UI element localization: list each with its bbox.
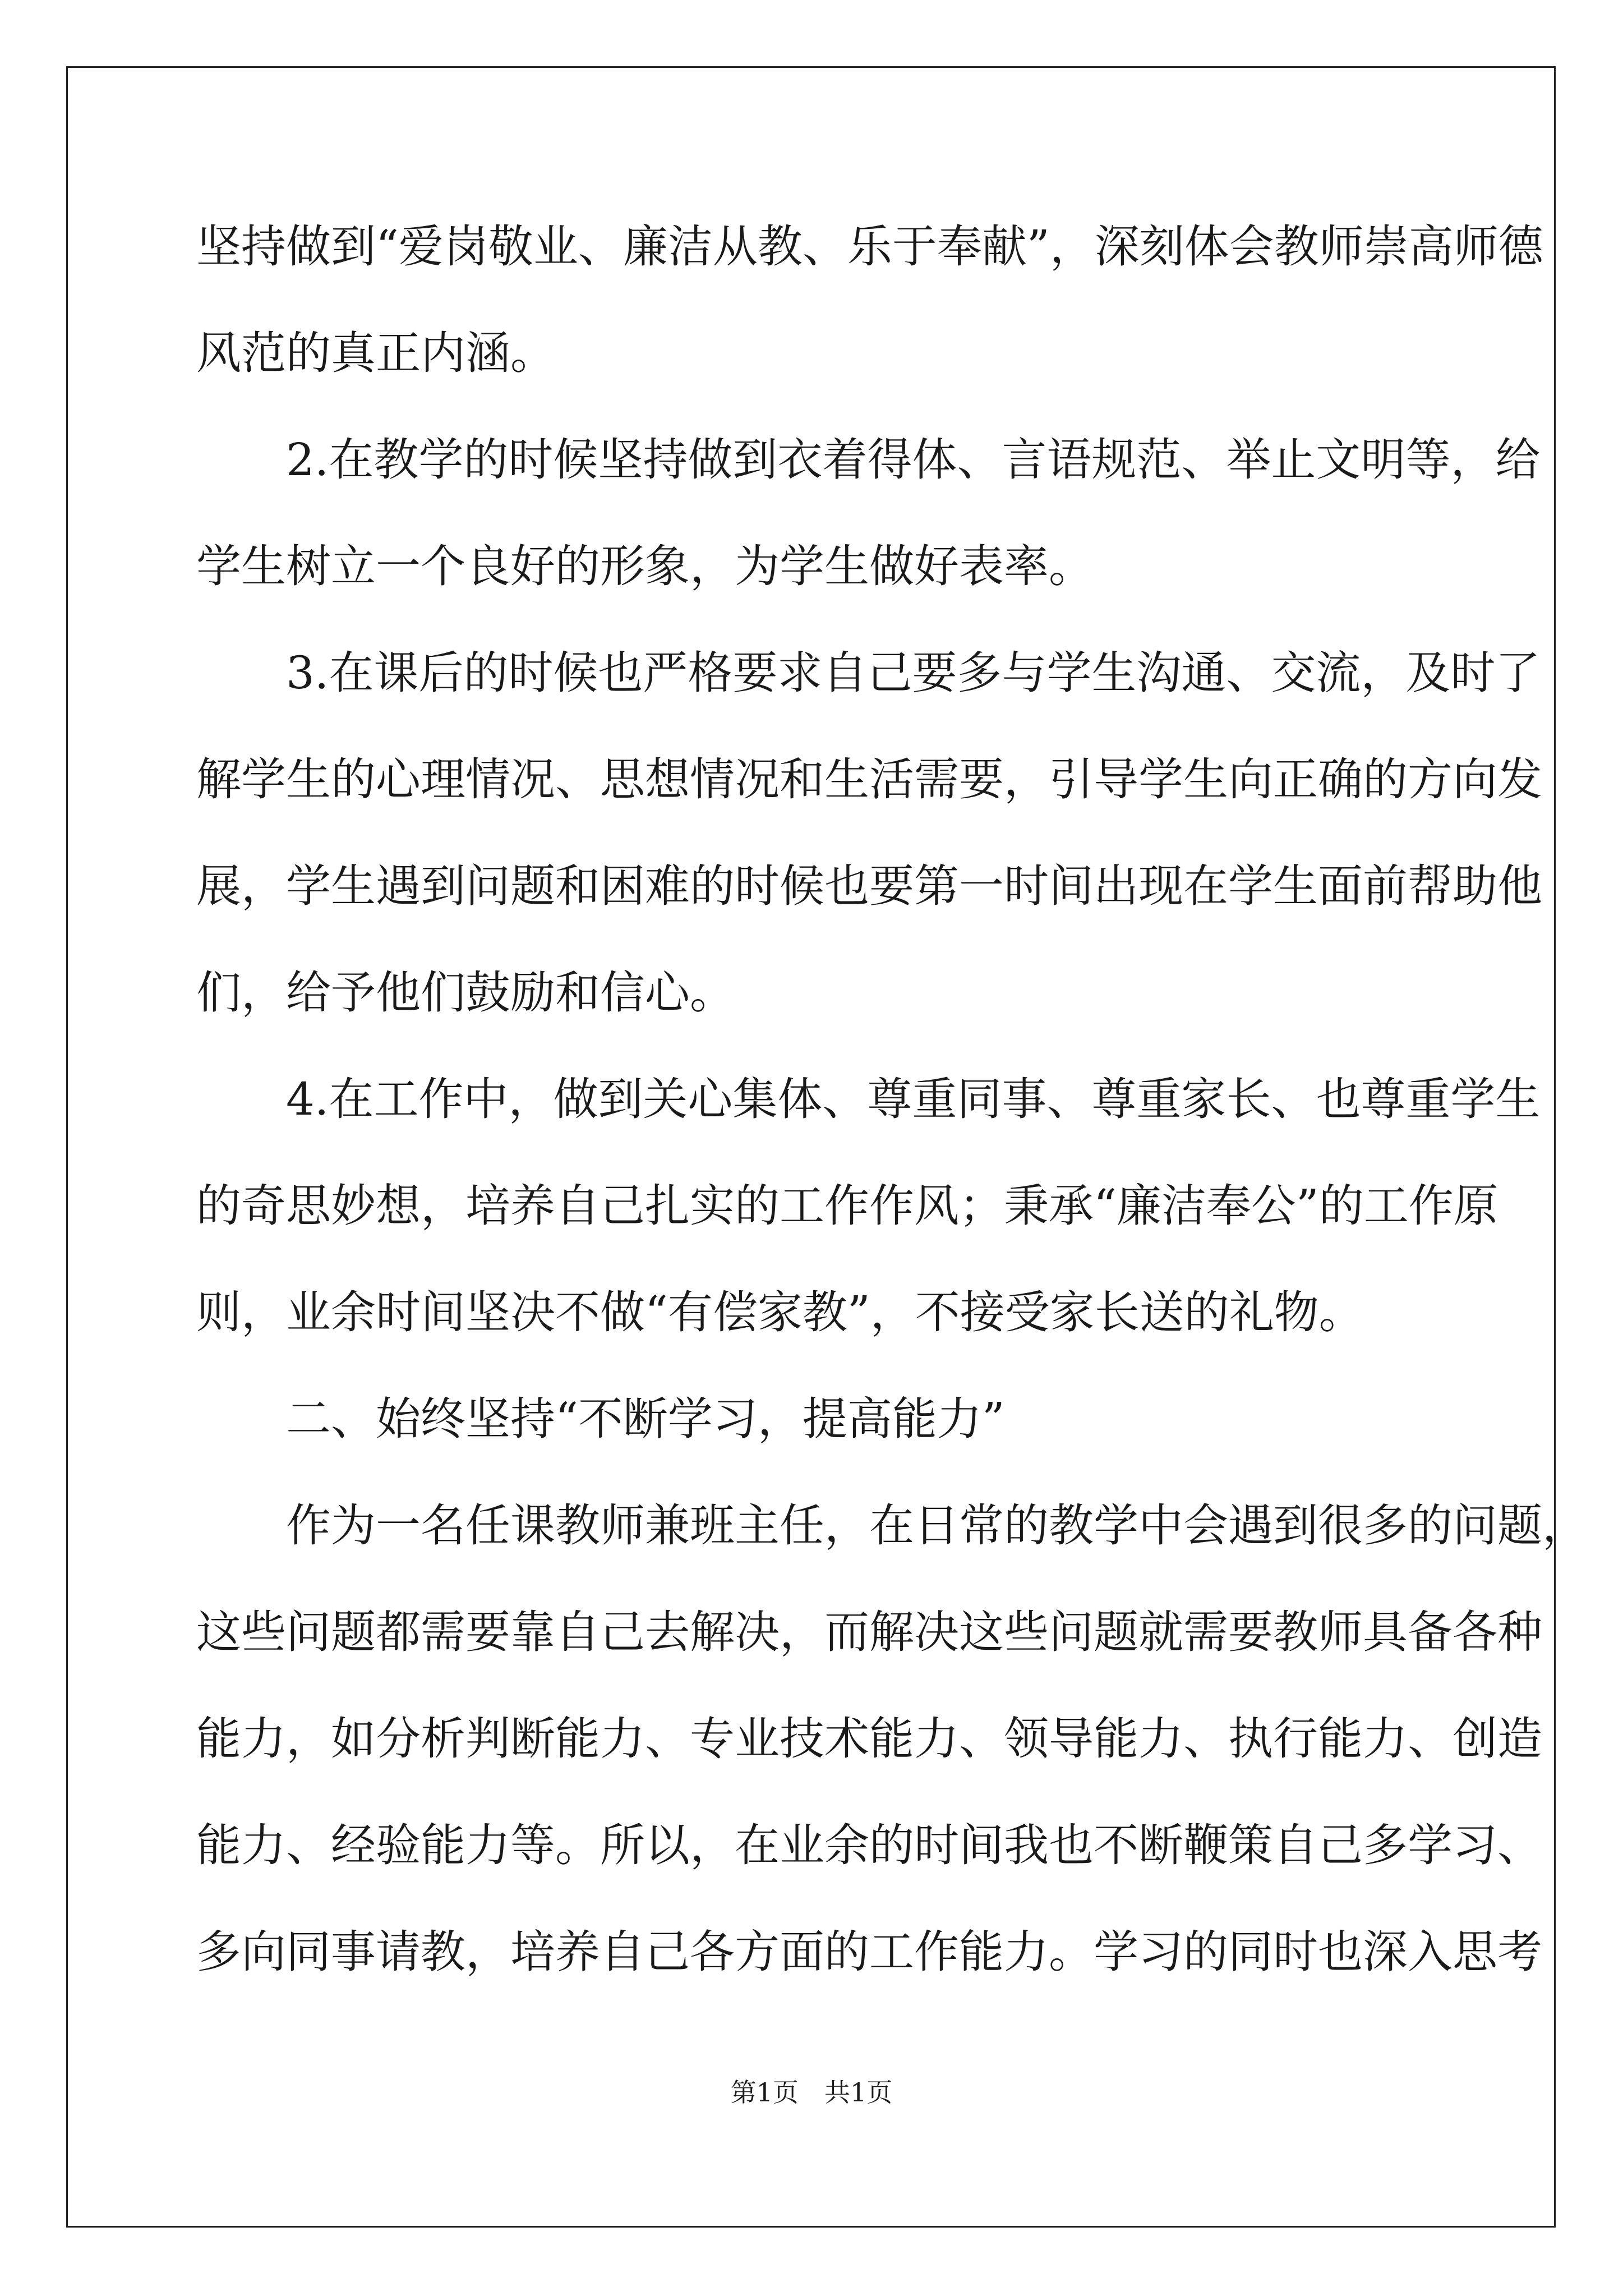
text-line: 风范的真正内涵。 — [196, 327, 555, 379]
text-line: 4.在工作中，做到关心集体、尊重同事、尊重家长、也尊重学生 — [196, 1073, 1541, 1125]
page-footer — [0, 2076, 1623, 2109]
page-number-total: 共1页 — [824, 2077, 893, 2108]
text-line: 学生树立一个良好的形象，为学生做好表率。 — [196, 540, 1094, 592]
text-line: 则，业余时间坚决不做“有偿家教”，不接受家长送的礼物。 — [196, 1286, 1364, 1338]
text-line: 展，学生遇到问题和困难的时候也要第一时间出现在学生面前帮助他 — [196, 860, 1542, 912]
text-line: 解学生的心理情况、思想情况和生活需要，引导学生向正确的方向发 — [196, 753, 1542, 806]
text-line: 作为一名任课教师兼班主任，在日常的教学中会遇到很多的问题， — [196, 1499, 1587, 1552]
text-line: 3.在课后的时候也严格要求自己要多与学生沟通、交流，及时了 — [196, 647, 1541, 699]
text-line: 能力、经验能力等。所以，在业余的时间我也不断鞭策自己多学习、 — [196, 1819, 1542, 1871]
text-line: 这些问题都需要靠自己去解决，而解决这些问题就需要教师具备各种 — [196, 1606, 1542, 1658]
page-number-current: 第1页 — [730, 2077, 799, 2108]
text-line: 的奇思妙想，培养自己扎实的工作作风；秉承“廉洁奉公”的工作原 — [196, 1180, 1498, 1232]
text-line: 坚持做到“爱岗敬业、廉洁从教、乐于奉献”，深刻体会教师崇高师德 — [196, 220, 1543, 273]
text-line: 能力，如分析判断能力、专业技术能力、领导能力、执行能力、创造 — [196, 1713, 1542, 1765]
text-line: 多向同事请教，培养自己各方面的工作能力。学习的同时也深入思考 — [196, 1926, 1542, 1978]
text-line: 2.在教学的时候坚持做到衣着得体、言语规范、举止文明等，给 — [196, 434, 1541, 486]
text-line: 们，给予他们鼓励和信心。 — [196, 967, 735, 1019]
section-heading: 二、始终坚持“不断学习，提高能力” — [196, 1393, 1005, 1445]
page-frame — [66, 66, 1587, 2228]
